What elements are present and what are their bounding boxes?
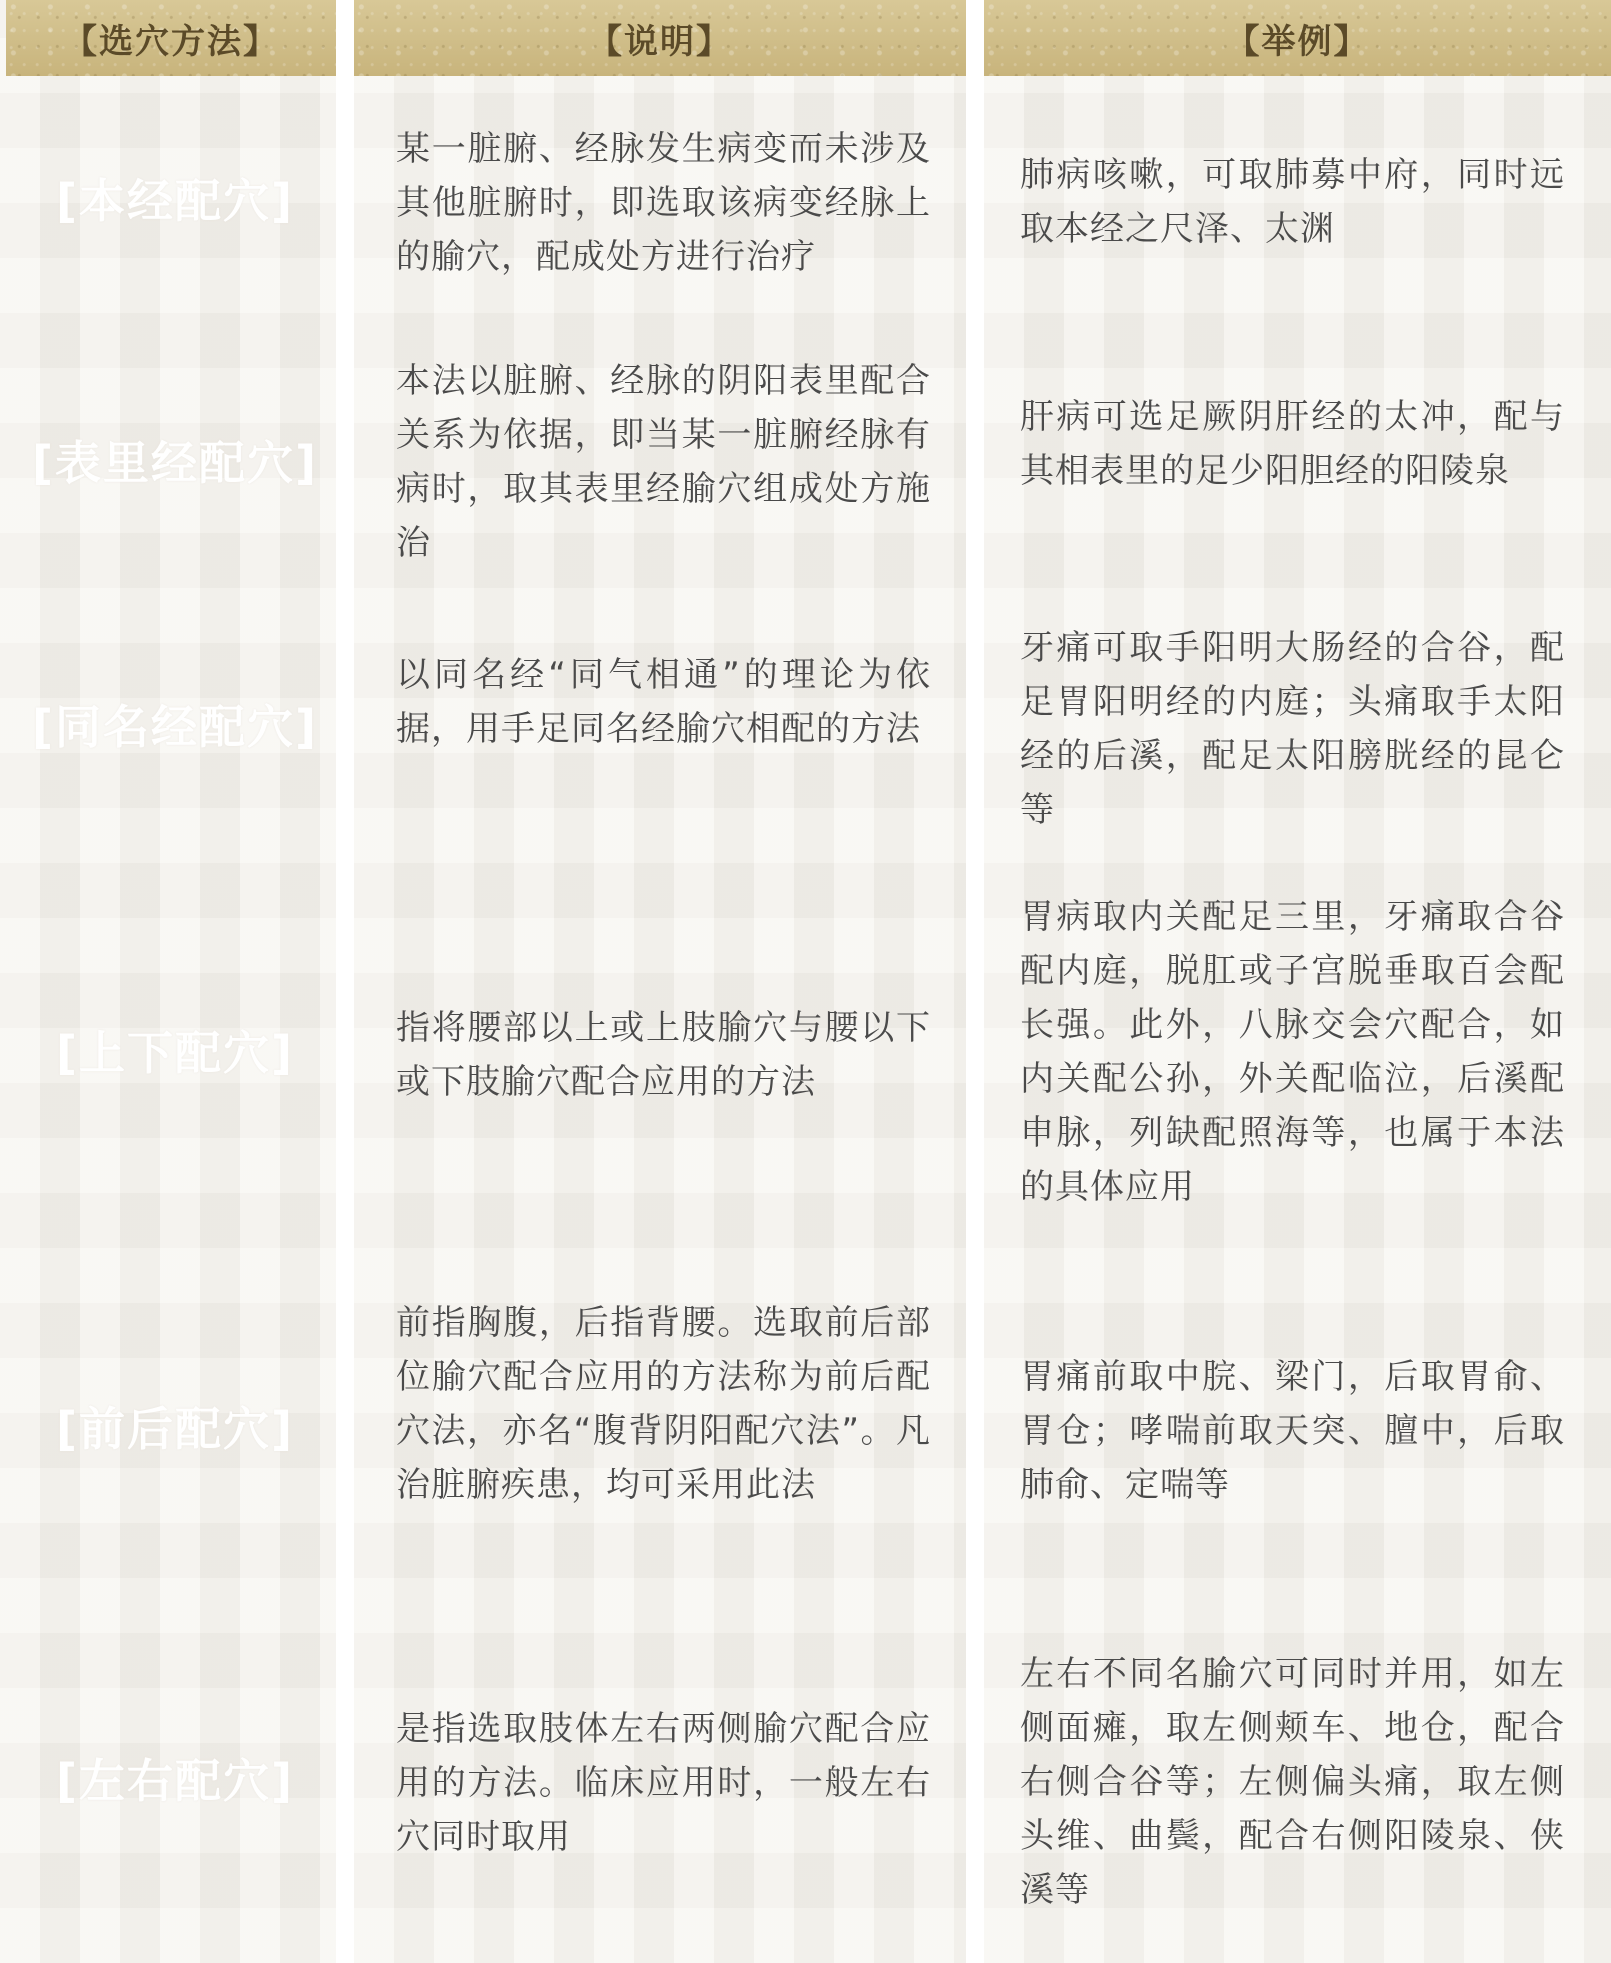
row-5-method: [前后配穴] — [55, 1402, 295, 1456]
example-header-label: 【举例】 — [1225, 21, 1370, 62]
row-6-description: 是指选取肢体左右两侧腧穴配合应用的方法。临床应用时，一般左右穴同时取用 — [396, 1709, 931, 1857]
row-3-example: 牙痛可取手阳明大肠经的合谷，配足胃阳明经的内庭；头痛取手太阳经的后溪，配足太阳膀胱经的昆仑等 — [1020, 628, 1565, 830]
method-header — [6, 0, 336, 76]
row-6-example: 左右不同名腧穴可同时并用，如左侧面瘫，取左侧颊车、地仓，配合右侧合谷等；左侧偏头痛，取左侧头维、曲鬓，配合右侧阳陵泉、侠溪等 — [1020, 1654, 1565, 1910]
method-header-label: 【选穴方法】 — [63, 21, 279, 62]
row-6-method: [左右配穴] — [55, 1754, 295, 1808]
row-4-example: 胃病取内关配足三里，牙痛取合谷配内庭，脱肛或子宫脱垂取百会配长强。此外，八脉交会穴配合，如内关配公孙，外关配临泣，后溪配申脉，列缺配照海等，也属于本法的具体应用 — [1020, 897, 1565, 1207]
row-2-method: [表里经配穴] — [31, 436, 319, 490]
row-5-example: 胃痛前取中脘、梁门，后取胃俞、胃仓；哮喘前取天突、膻中，后取肺俞、定喘等 — [1020, 1357, 1565, 1505]
row-3-description: 以同名经“同气相通”的理论为依据，用手足同名经腧穴相配的方法 — [396, 655, 931, 749]
row-1-description: 某一脏腑、经脉发生病变而未涉及其他脏腑时，即选取该病变经脉上的腧穴，配成处方进行治疗 — [396, 129, 931, 277]
row-4-description: 指将腰部以上或上肢腧穴与腰以下或下肢腧穴配合应用的方法 — [396, 1008, 931, 1102]
row-2-example: 肝病可选足厥阴肝经的太冲，配与其相表里的足少阳胆经的阳陵泉 — [1020, 397, 1565, 491]
row-5-description: 前指胸腹，后指背腰。选取前后部位腧穴配合应用的方法称为前后配穴法，亦名“腹背阴阳配穴法”。凡治脏腑疾患，均可采用此法 — [396, 1303, 931, 1505]
example-header — [984, 0, 1611, 76]
description-header — [354, 0, 966, 76]
description-header-label: 【说明】 — [588, 21, 732, 62]
description-column — [354, 0, 966, 1963]
row-4-method: [上下配穴] — [55, 1026, 295, 1080]
method-column — [0, 0, 336, 1963]
row-2-description: 本法以脏腑、经脉的阴阳表里配合关系为依据，即当某一脏腑经脉有病时，取其表里经腧穴组成处方施治 — [396, 361, 931, 563]
row-1-example: 肺病咳嗽，可取肺募中府，同时远取本经之尺泽、太渊 — [1020, 155, 1565, 249]
row-1-method: [本经配穴] — [55, 174, 295, 228]
row-3-method: [同名经配穴] — [31, 700, 319, 754]
